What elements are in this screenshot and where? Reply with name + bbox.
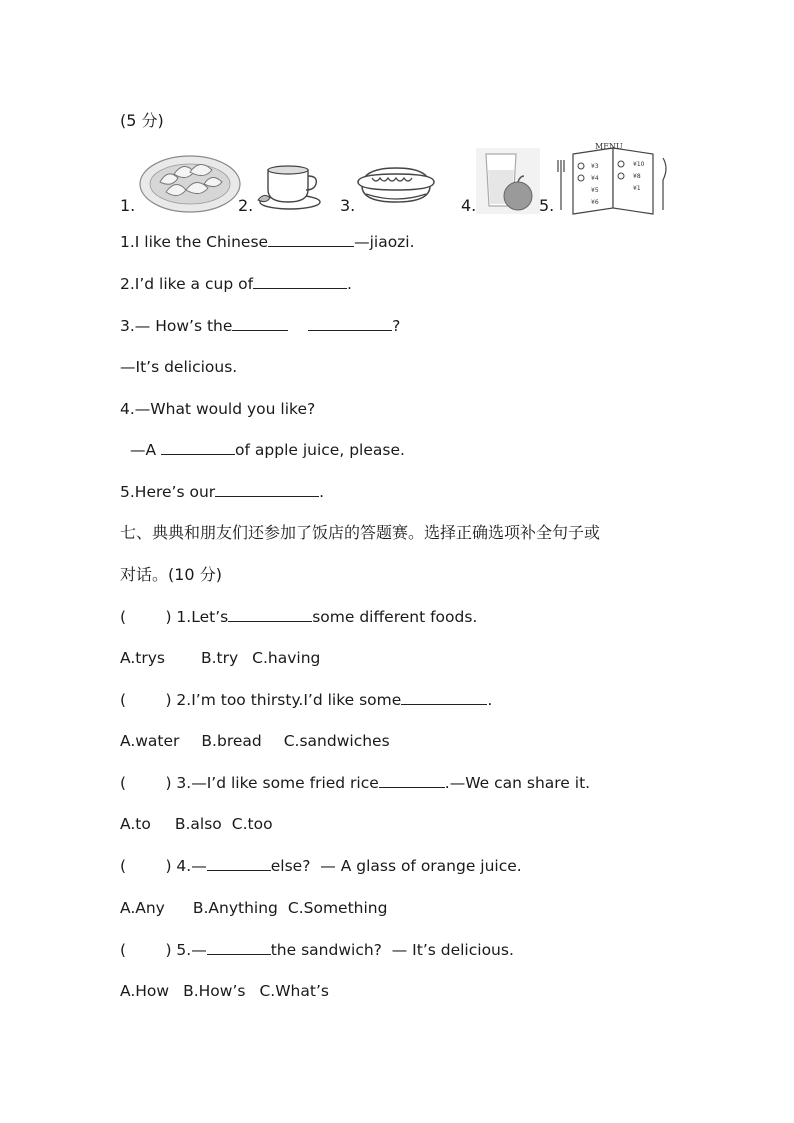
answer-blank[interactable] — [215, 482, 319, 497]
menu-price: ¥3 — [591, 163, 599, 170]
juice-and-apple-icon — [476, 148, 540, 214]
option[interactable]: C.What’s — [259, 982, 329, 1000]
option[interactable]: C.having — [252, 649, 321, 667]
answer-blank[interactable] — [379, 773, 445, 788]
menu-icon — [555, 140, 670, 216]
options-2 — [120, 731, 390, 751]
option[interactable]: B.How’s — [183, 982, 246, 1000]
options-5 — [120, 981, 329, 1001]
answer-blank[interactable] — [268, 232, 354, 247]
option[interactable]: A.Any — [120, 899, 165, 917]
option[interactable]: C.Something — [287, 899, 388, 917]
fill-blank-4: —A of apple juice, please. — [130, 441, 405, 459]
hot-dog-icon — [356, 160, 436, 210]
menu-price: ¥10 — [633, 161, 645, 168]
answer-blank[interactable] — [207, 940, 271, 955]
menu-price: ¥4 — [591, 175, 599, 182]
menu-price: ¥6 — [591, 199, 599, 206]
answer-blank[interactable] — [308, 316, 392, 331]
menu-price: ¥1 — [633, 185, 641, 192]
section-title: 七、典典和朋友们还参加了饭店的答题赛。选择正确选项补全句子或 — [120, 523, 601, 542]
picture-number: 5. — [539, 196, 555, 215]
section-title-cont: 对话。(10 分) — [120, 565, 222, 584]
fill-blank-1: 1.I like the Chinese —jiaozi. — [120, 233, 415, 251]
question-3: ( ) 3.—I’d like some fried rice .—We can share it. — [120, 774, 591, 792]
answer-blank[interactable] — [161, 440, 235, 455]
options-3 — [120, 814, 273, 834]
answer-blank[interactable] — [228, 607, 312, 622]
option[interactable]: A.to — [120, 815, 151, 833]
question-1: ( ) 1.Let’s some different foods. — [120, 608, 478, 626]
question-2: ( ) 2.I’m too thirsty.I’d like some . — [120, 691, 493, 709]
menu-title: MENU — [595, 142, 623, 151]
menu-price: ¥5 — [591, 187, 599, 194]
fill-blank-5: 5.Here’s our . — [120, 483, 325, 501]
menu-price: ¥8 — [633, 173, 641, 180]
option[interactable]: B.Anything — [192, 899, 278, 917]
score-note: (5 分) — [120, 111, 164, 130]
answer-blank[interactable] — [232, 316, 288, 331]
jiaozi-plate-icon — [138, 144, 242, 216]
question-4: ( ) 4.— else? — A glass of orange juice. — [120, 857, 522, 875]
picture-row — [118, 140, 698, 220]
option[interactable]: C.sandwiches — [283, 732, 390, 750]
picture-number: 1. — [120, 196, 136, 215]
options-4 — [120, 898, 387, 918]
option[interactable]: A.trys — [120, 649, 165, 667]
option[interactable]: B.bread — [201, 732, 262, 750]
fill-blank-2: 2.I’d like a cup of . — [120, 275, 352, 293]
option[interactable]: C.too — [231, 815, 273, 833]
option[interactable]: A.How — [120, 982, 170, 1000]
picture-number: 3. — [340, 196, 356, 215]
option[interactable]: B.try — [200, 649, 239, 667]
answer-blank[interactable] — [401, 690, 487, 705]
picture-number: 2. — [238, 196, 254, 215]
picture-number: 4. — [461, 196, 477, 215]
tea-cup-icon — [254, 154, 324, 214]
question-line: 4.—What would you like? — [120, 400, 316, 418]
question-5: ( ) 5.— the sandwich? — It’s delicious. — [120, 941, 514, 959]
fill-blank-3: 3.— How’s the ? — [120, 317, 401, 335]
option[interactable]: B.also — [174, 815, 222, 833]
option[interactable]: A.water — [120, 732, 180, 750]
options-1 — [120, 648, 320, 668]
answer-blank[interactable] — [253, 274, 347, 289]
answer-line: —It’s delicious. — [120, 358, 238, 376]
answer-blank[interactable] — [207, 856, 271, 871]
